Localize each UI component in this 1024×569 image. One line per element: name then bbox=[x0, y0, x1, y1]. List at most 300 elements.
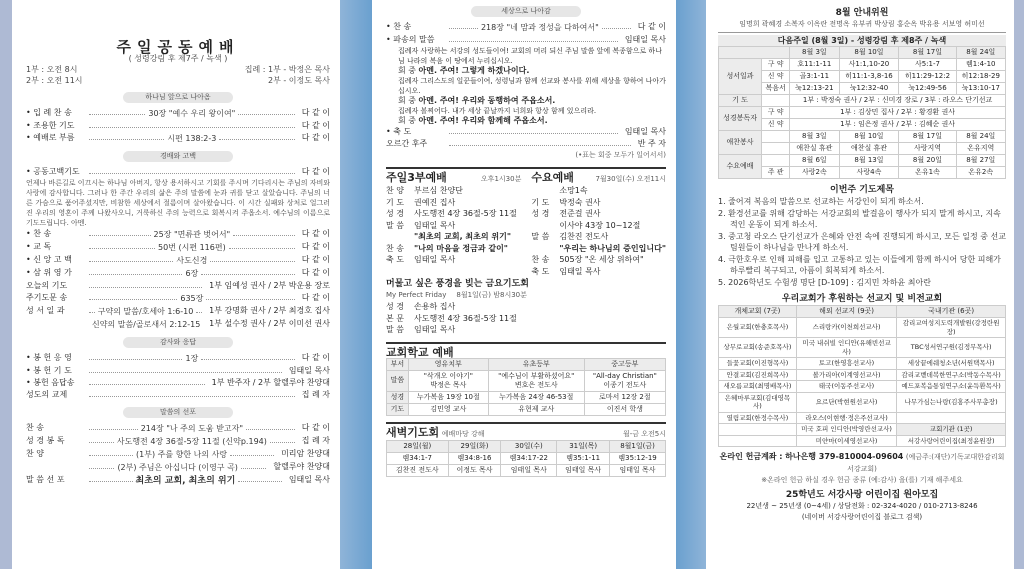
schedule-cell: 골3:1-11 bbox=[790, 71, 839, 83]
order-detail: 구약의 말씀/호세아 1:6-10 bbox=[97, 307, 194, 316]
order-middle bbox=[86, 268, 298, 280]
order-middle bbox=[86, 423, 298, 435]
confession-text: 언제나 바른길로 이끄시는 하나님 아버지, 항상 용서하시고 기회를 주시며 기다리시는 주님의 자비와 사랑에 감사합니다. 그러나 한 주간 우리의 삶은 주의 말씀에 눈과 귀를 닫고 살았습니다. 주님의 너른 가슴으로 품어주셨지만, 비참한 세상에서 절름이며 살아왔습니다. 이 시간 실패와 상처로 얼그러진 우리의 영혼이 주께 나왔사오니, 거룩하신 주의 능력으로 회복시켜 주옵소서. 예수님의 이름으로 기도드립니다. 아멘. bbox=[26, 179, 330, 227]
leader-dots bbox=[89, 353, 182, 360]
school-cell: "All-day Christian" 이종기 전도사 bbox=[584, 370, 665, 391]
schedule-cell: 렘1:4-10 bbox=[956, 59, 1005, 71]
schedule-key bbox=[762, 95, 790, 107]
kv-row bbox=[386, 185, 521, 197]
mission-cell bbox=[897, 412, 1006, 424]
dawn-cell: 임태일 목사 bbox=[610, 464, 666, 476]
order-row bbox=[26, 365, 330, 377]
mission-row bbox=[719, 424, 1006, 436]
mission-head: 해외 선교지 (9곳) bbox=[796, 306, 896, 318]
mission-cell: 볼가리아(이계영선교사) bbox=[796, 369, 896, 381]
friday-time: 8월1일(금) 밤8시30분 bbox=[456, 291, 527, 299]
order-middle bbox=[86, 242, 298, 254]
schedule-row bbox=[719, 95, 1006, 107]
schedule-cell: 호11:1-11 bbox=[790, 59, 839, 71]
schedule-key bbox=[762, 155, 790, 167]
kv-row bbox=[386, 324, 666, 336]
leader-dots bbox=[89, 390, 295, 397]
order-middle bbox=[446, 22, 634, 34]
mission-cell: 새오름교회(최명배목사) bbox=[719, 381, 797, 393]
leader-dots bbox=[238, 475, 282, 482]
order-leader: 미리암 찬양대 bbox=[281, 449, 330, 458]
prayer-item: 2. 환경선교를 위해 감당하는 서강교회의 발걸음이 행사가 되지 말게 하시고, 지속적인 운동이 되게 하소서. bbox=[718, 208, 1001, 229]
mission-head: 개체교회 (7곳) bbox=[719, 306, 797, 318]
order-label: • 예배로 부름 bbox=[26, 133, 75, 142]
kv-value: 505장 "온 세상 위하여" bbox=[559, 255, 644, 264]
mission-cell: 은월교회(한충호목사) bbox=[719, 318, 797, 338]
order-leader: 1부 반주자 / 2부 할렐루야 찬양대 bbox=[211, 378, 330, 387]
prayer-item: 4. 극한호우로 인해 피해를 입고 고통하고 있는 이들에게 함께 하시어 당한 피해가 하루빨리 복구되고, 아픔이 회복되게 하소서. bbox=[718, 254, 1001, 275]
dawn-cell: 30일(수) bbox=[501, 440, 557, 452]
worship-subtitle: ( 성령강림 후 제7주 / 녹색 ) bbox=[128, 54, 228, 63]
leader-dots bbox=[201, 268, 294, 275]
friday-rows bbox=[386, 301, 666, 336]
wednesday-title: 수요예배 bbox=[531, 171, 574, 184]
kv-row bbox=[386, 313, 666, 325]
end-note: (•표는 회중 모두가 일어서서) bbox=[575, 151, 666, 159]
schedule-cell: 눅12:32-40 bbox=[839, 83, 899, 95]
mission-cell: 안결교회(김진희목사) bbox=[719, 369, 797, 381]
order-detail: 214장 "나 주의 도움 받고자" bbox=[140, 424, 244, 433]
service-times-1: 1부 : 오전 8시 집례 : 1부 - 박정은 목사 bbox=[26, 65, 330, 74]
order-row bbox=[386, 138, 666, 150]
order-label: 찬 양 bbox=[26, 449, 44, 458]
leader-dots bbox=[89, 378, 205, 385]
order-leader: 다 같 이 bbox=[301, 423, 330, 432]
order-middle bbox=[86, 293, 298, 305]
kv-value: "최초의 교회, 최초의 위기" bbox=[414, 232, 512, 241]
end-rows bbox=[386, 126, 666, 150]
leader-dots bbox=[270, 436, 295, 443]
order-leader: 다 같 이 bbox=[301, 353, 330, 362]
order-middle bbox=[86, 353, 298, 365]
order-row bbox=[26, 461, 330, 474]
kv-key: 찬 송 bbox=[531, 255, 550, 264]
order-middle bbox=[86, 366, 285, 373]
dawn-cell: 28일(월) bbox=[387, 440, 449, 452]
leader-dots bbox=[449, 139, 631, 146]
services-block bbox=[386, 172, 666, 277]
dawn-cell: 김찬진 전도사 bbox=[387, 464, 449, 476]
order-detail: (2부) 주님은 아십니다 (이영구 곡) bbox=[117, 463, 238, 472]
order-leader: 1부 강명화 권사 / 2부 최경호 집사 bbox=[209, 306, 330, 315]
schedule-date: 8월 3일 bbox=[790, 47, 839, 59]
order-middle bbox=[86, 306, 205, 318]
kv-value: "우리는 하나님의 증인입니다" bbox=[559, 243, 666, 253]
dialog-text: 아멘. 주여! 우리와 동행하여 주옵소서. bbox=[418, 96, 556, 105]
order-detail: 6장 bbox=[185, 269, 199, 278]
dialog-lead: 회 중 bbox=[398, 66, 419, 75]
order-row bbox=[386, 34, 666, 46]
leader-dots bbox=[89, 108, 145, 115]
kv-value: 손용하 집사 bbox=[414, 302, 456, 311]
order-leader: 다 같 이 bbox=[301, 229, 330, 238]
mission-table bbox=[718, 305, 1006, 447]
mission-row bbox=[719, 358, 1006, 370]
worship-title: 주일공동예배 bbox=[116, 38, 240, 56]
mission-head-row bbox=[719, 306, 1006, 318]
leader-dots bbox=[89, 121, 295, 128]
mission-row bbox=[719, 435, 1006, 447]
order-middle bbox=[446, 127, 621, 134]
order-row bbox=[26, 377, 330, 389]
dawn-row bbox=[387, 440, 666, 452]
section-send: 세상으로 나아감 bbox=[471, 6, 581, 17]
dawn-cell: 렘34:1-7 bbox=[387, 452, 449, 464]
schedule-cell: 1부 : 김상민 집사 / 2부 : 황경환 권사 bbox=[790, 107, 1006, 119]
mission-cell: 라오스(이현행·정은주선교사) bbox=[796, 412, 896, 424]
order-row bbox=[26, 448, 330, 461]
schedule-cell: 온유1속 bbox=[899, 167, 956, 179]
order-detail: (1부) 주를 향한 나의 사랑 bbox=[136, 450, 228, 459]
prayer-item: 1. 줄어져 복음의 말씀으로 선교하는 서강인이 되게 하소서. bbox=[718, 197, 924, 206]
school-head-cell: 영유치부 bbox=[408, 358, 488, 370]
kv-value: 이사야 43장 10~12절 bbox=[559, 220, 641, 230]
kv-key: 성 경 bbox=[386, 302, 404, 311]
kv-value: 임태일 목사 bbox=[414, 255, 456, 264]
divider bbox=[386, 167, 666, 169]
mission-row bbox=[719, 369, 1006, 381]
schedule-key: 복음서 bbox=[762, 83, 790, 95]
mission-cell: 열림교회(한정수목사) bbox=[719, 412, 797, 424]
mission-row bbox=[719, 412, 1006, 424]
order-leader: 다 같 이 bbox=[301, 121, 330, 130]
leader-dots bbox=[89, 423, 138, 430]
order-row bbox=[26, 267, 330, 280]
kv-value: 임태일 목사 bbox=[414, 220, 456, 230]
leader-dots bbox=[230, 449, 274, 456]
schedule-row bbox=[719, 155, 1006, 167]
leader-dots bbox=[233, 229, 295, 236]
send-dialog bbox=[386, 46, 666, 126]
schedule-key bbox=[762, 131, 790, 143]
school-head-cell: 부서 bbox=[387, 358, 409, 370]
leader-dots bbox=[89, 242, 155, 249]
order-leader: 임태일 목사 bbox=[288, 475, 330, 484]
dialog-text: 아멘. 주여! 우리와 함께해 주옵소서. bbox=[418, 116, 548, 125]
leader-dots bbox=[229, 242, 295, 249]
third-service bbox=[386, 172, 521, 277]
schedule-cell: 8월 27일 bbox=[956, 155, 1005, 167]
school-table bbox=[386, 358, 666, 416]
thanks-rows bbox=[26, 352, 330, 401]
leader-dots bbox=[89, 255, 173, 262]
ushers-names: 임명희 곽혜경 소복자 이옥란 전명옥 유부귀 박상림 홍순옥 박유용 서보영 허미선 bbox=[718, 19, 1006, 33]
kv-row bbox=[386, 197, 521, 209]
wednesday-rows bbox=[531, 185, 666, 277]
leader-dots bbox=[89, 436, 114, 443]
dawn-row bbox=[387, 464, 666, 476]
dialog-lead: 집례자 bbox=[398, 77, 421, 85]
daycare-line2: (네이버 서강사랑어린이집 블로그 검색) bbox=[801, 513, 923, 521]
mission-head: 국내기관 (6곳) bbox=[897, 306, 1006, 318]
dawn-time: 월-금 오전5시 bbox=[622, 429, 666, 438]
kv-value: 소망1속 bbox=[559, 186, 588, 195]
leader-dots bbox=[89, 475, 133, 482]
schedule-group: 기 도 bbox=[719, 95, 762, 107]
order-leader: 다 같 이 bbox=[637, 22, 666, 31]
divider bbox=[386, 342, 666, 344]
order-leader: 다 같 이 bbox=[301, 255, 330, 264]
order-detail: 25장 "면류관 벗어서" bbox=[153, 230, 231, 239]
order-detail: 시편 138:2-3 bbox=[167, 134, 217, 143]
schedule-group: 성경봉독자 bbox=[719, 107, 762, 131]
section-confess: 경배와 고백 bbox=[123, 151, 233, 162]
dawn-table bbox=[386, 440, 666, 477]
kv-value: 권예진 집사 bbox=[414, 197, 456, 207]
schedule-cell: 히12:18-29 bbox=[956, 71, 1005, 83]
mission-cell: 상무로교회(송준호목사) bbox=[719, 338, 797, 358]
mission-cell: 미국 내쉬빌 인디안(유해빈선교사) bbox=[796, 338, 896, 358]
dawn-header bbox=[386, 427, 666, 440]
leader-dots bbox=[89, 293, 177, 300]
prayer-list bbox=[718, 196, 1006, 288]
order-label: • 축 도 bbox=[386, 127, 412, 136]
school-cell: 누가복음 24장 46-53절 bbox=[488, 391, 584, 403]
order-label: • 입 례 찬 송 bbox=[26, 108, 72, 117]
order-middle bbox=[86, 436, 298, 448]
mission-cell bbox=[719, 435, 797, 447]
divider bbox=[386, 422, 666, 424]
schedule-key: 구 약 bbox=[762, 107, 790, 119]
wednesday-time: 7월30일(수) 오전11시 bbox=[595, 175, 666, 183]
kv-row bbox=[531, 266, 666, 278]
order-label: 성 경 봉 독 bbox=[26, 436, 65, 445]
prayer-item: 3. 중고청 라오스 단기선교가 은혜와 안전 속에 진행되게 하시고, 모든 일정 중 선교팀원들이 하나님을 만나게 하소서. bbox=[718, 231, 1006, 252]
mission-cell: 요르단(박현원선교사) bbox=[796, 392, 896, 412]
prayer-title: 이번주 기도제목 bbox=[830, 185, 894, 195]
dawn-cell: 임태일 목사 bbox=[501, 464, 557, 476]
dialog-text: 볼찌어다. 내가 세상 끝날까지 너희와 항상 함께 있으리라. bbox=[420, 107, 597, 115]
order-label: 성도의 교제 bbox=[26, 390, 68, 399]
school-row-label: 기도 bbox=[387, 403, 409, 415]
schedule-cell: 눅13:10-17 bbox=[956, 83, 1005, 95]
mission-row bbox=[719, 338, 1006, 358]
order-leader: 집 례 자 bbox=[301, 390, 330, 399]
dialog-line bbox=[386, 96, 666, 106]
dawn-cell: 29일(화) bbox=[448, 440, 501, 452]
section-word: 말씀의 선포 bbox=[123, 407, 233, 418]
schedule-cell: 사1:1,10-20 bbox=[839, 59, 899, 71]
dialog-lead: 집례자 bbox=[398, 47, 421, 55]
order-middle bbox=[86, 462, 269, 474]
order-leader: 임태일 목사 bbox=[624, 127, 666, 136]
schedule-key bbox=[762, 143, 790, 155]
order-middle bbox=[86, 229, 298, 241]
leader-dots bbox=[89, 449, 133, 456]
school-row-label: 성경 bbox=[387, 391, 409, 403]
order-row bbox=[26, 254, 330, 267]
school-cell: 누가복음 19장 10절 bbox=[408, 391, 488, 403]
dawn-cell: 렘35:1-11 bbox=[557, 452, 610, 464]
order-detail: 635장 bbox=[180, 294, 204, 303]
dawn-cell: 31일(목) bbox=[557, 440, 610, 452]
schedule-cell: 8월 6일 bbox=[790, 155, 839, 167]
mission-cell: 태국(이동주선교사) bbox=[796, 381, 896, 393]
order-row bbox=[386, 126, 666, 138]
school-cell: 로마서 12장 2절 bbox=[584, 391, 665, 403]
school-head-row bbox=[387, 358, 666, 370]
leader-dots bbox=[89, 229, 151, 236]
worship-info-panel bbox=[380, 0, 672, 569]
order-middle bbox=[86, 255, 298, 267]
schedule-row bbox=[719, 59, 1006, 71]
schedule-cell: 사5:1-7 bbox=[899, 59, 956, 71]
kv-row bbox=[386, 301, 666, 313]
mission-cell: 은혜마루교회(김대영목사) bbox=[719, 392, 797, 412]
order-detail: 신약의 말씀/골로새서 2:12-15 bbox=[92, 320, 201, 329]
dialog-line bbox=[386, 46, 666, 66]
dialog-line bbox=[386, 76, 666, 96]
leader-dots bbox=[89, 366, 282, 373]
order-label: • 파송의 말씀 bbox=[386, 35, 435, 44]
schedule-row bbox=[719, 167, 1006, 179]
order-label: • 봉 헌 기 도 bbox=[26, 366, 72, 375]
mission-cell: 예드포복음통일연구소(윤득환목사) bbox=[897, 381, 1006, 393]
kv-value: 박정숙 권사 bbox=[559, 197, 601, 207]
order-label: • 신 앙 고 백 bbox=[26, 255, 72, 264]
order-label: • 봉헌 음답송 bbox=[26, 378, 75, 387]
kv-row bbox=[386, 243, 521, 255]
school-row-label: 말씀 bbox=[387, 370, 409, 391]
order-row bbox=[386, 21, 666, 34]
order-leader: 1부 설수정 권사 / 2부 이미선 권사 bbox=[209, 319, 330, 328]
dawn-cell: 렘35:12-19 bbox=[610, 452, 666, 464]
dialog-text: 아멘. 주여! 그렇게 하겠나이다. bbox=[418, 66, 530, 75]
school-row bbox=[387, 403, 666, 415]
dawn-place: 예배마당 강해 bbox=[441, 429, 485, 438]
kv-value: 사도행전 4장 36절-5장 11절 bbox=[414, 209, 517, 218]
kv-key: 말 씀 bbox=[531, 232, 550, 241]
friday-prayer bbox=[386, 279, 666, 336]
leader-dots bbox=[89, 462, 114, 469]
schedule-date: 8월 10일 bbox=[839, 47, 899, 59]
kv-key: 기 도 bbox=[386, 197, 404, 207]
kv-value: 부르심 찬양단 bbox=[414, 186, 463, 195]
schedule-row bbox=[719, 143, 1006, 155]
order-leader: 다 같 이 bbox=[301, 242, 330, 251]
leader-dots bbox=[201, 353, 294, 360]
leader-dots bbox=[89, 306, 95, 313]
order-middle bbox=[86, 378, 208, 385]
ushers-title: 8월 안내위원 bbox=[835, 8, 889, 18]
schedule-cell: 8월 3일 bbox=[790, 131, 839, 143]
mission-row bbox=[719, 392, 1006, 412]
leader-dots bbox=[241, 462, 266, 469]
order-row bbox=[26, 292, 330, 305]
order-row bbox=[26, 352, 330, 365]
kv-row bbox=[531, 243, 666, 255]
mission-cell: 감리교벧데복한연구소(박동수목사) bbox=[897, 369, 1006, 381]
kv-key: 기 도 bbox=[531, 197, 550, 207]
mission-row bbox=[719, 381, 1006, 393]
worship-order-panel bbox=[20, 0, 336, 569]
schedule-row bbox=[719, 83, 1006, 95]
schedule-cell: 1부 : 박정숙 권사 / 2부 : 신미경 장로 / 3부 : 라오스 단기선교 bbox=[790, 95, 1006, 107]
school-head-cell: 유초등부 bbox=[488, 358, 584, 370]
order-row bbox=[26, 305, 330, 318]
kv-row bbox=[531, 185, 666, 197]
kv-key: 찬 양 bbox=[386, 186, 404, 195]
order-middle bbox=[86, 475, 285, 487]
school-cell: "예수님이 부활하셨어요" 변호은 전도사 bbox=[488, 370, 584, 391]
order-row bbox=[26, 241, 330, 254]
mission-cell: 교회기관 (1곳) bbox=[897, 424, 1006, 436]
school-cell: 이진서 학생 bbox=[584, 403, 665, 415]
schedule-cell: 온유지역 bbox=[956, 143, 1005, 155]
schedule-cell: 사랑4속 bbox=[839, 167, 899, 179]
confession-row: • 공동고백기도 다 같 이 bbox=[26, 167, 330, 176]
schedule-cell: 사랑지역 bbox=[899, 143, 956, 155]
dawn-cell: 렘34:17-22 bbox=[501, 452, 557, 464]
order-leader: 집 례 자 bbox=[301, 436, 330, 445]
order-middle bbox=[86, 449, 277, 461]
order-middle bbox=[86, 319, 205, 331]
schedule-corner bbox=[719, 47, 790, 59]
schedule-head-row bbox=[719, 47, 1006, 59]
school-cell: 유현제 교사 bbox=[488, 403, 584, 415]
schedule-cell: 히11:1-3,8-16 bbox=[839, 71, 899, 83]
leader-dots bbox=[246, 423, 295, 430]
kv-value: "나의 마음을 정금과 같이" bbox=[414, 243, 508, 253]
schedule-row bbox=[719, 107, 1006, 119]
kv-value: 전준걸 권사 bbox=[559, 209, 601, 218]
schedule-date: 8월 24일 bbox=[956, 47, 1005, 59]
order-middle bbox=[86, 133, 298, 145]
order-label: 오르간 후주 bbox=[386, 139, 428, 148]
dawn-cell: 임태일 목사 bbox=[557, 464, 610, 476]
order-leader: 임태일 목사 bbox=[624, 35, 666, 44]
order-label: 말 씀 선 포 bbox=[26, 475, 65, 484]
third-service-rows bbox=[386, 185, 521, 266]
order-row bbox=[26, 389, 330, 401]
schedule-cell: 눅12:49-56 bbox=[899, 83, 956, 95]
order-row bbox=[26, 107, 330, 120]
dialog-line bbox=[386, 66, 666, 76]
wednesday-service bbox=[531, 172, 666, 277]
order-middle bbox=[86, 121, 298, 128]
kv-key: 말 씀 bbox=[386, 325, 404, 334]
schedule-date: 8월 17일 bbox=[899, 47, 956, 59]
order-detail: 30장 "예수 우리 왕이여" bbox=[148, 109, 236, 118]
order-label: 오늘의 기도 bbox=[26, 281, 68, 290]
schedule-cell: 눅12:13-21 bbox=[790, 83, 839, 95]
schedule-row bbox=[719, 131, 1006, 143]
order-detail: 218장 "네 맘과 정성을 다하여서" bbox=[480, 23, 599, 32]
kv-value: 김찬진 전도사 bbox=[559, 232, 609, 241]
mission-cell: 미국 호피 인디안(박영란선교사) bbox=[796, 424, 896, 436]
order-leader: 다 같 이 bbox=[301, 133, 330, 142]
leader-dots bbox=[196, 306, 202, 313]
schedule-key: 주 관 bbox=[762, 167, 790, 179]
order-detail: 1장 bbox=[185, 354, 199, 363]
prayer-item: 5. 2026학년도 수험생 명단 [D-109] : 김지민 차하윤 최아란 bbox=[718, 277, 931, 287]
order-label: • 찬 송 bbox=[386, 22, 412, 31]
leader-dots bbox=[89, 268, 182, 275]
kv-row bbox=[531, 197, 666, 209]
order-detail: 최초의 교회, 최초의 위기 bbox=[135, 476, 236, 486]
mission-cell: 들꽃교회(이진형목사) bbox=[719, 358, 797, 370]
order-leader: 반 주 자 bbox=[637, 139, 666, 148]
kv-key: 찬 송 bbox=[386, 243, 404, 253]
order-row bbox=[26, 435, 330, 448]
order-leader: 다 같 이 bbox=[301, 268, 330, 277]
order-label: • 교 독 bbox=[26, 242, 52, 251]
